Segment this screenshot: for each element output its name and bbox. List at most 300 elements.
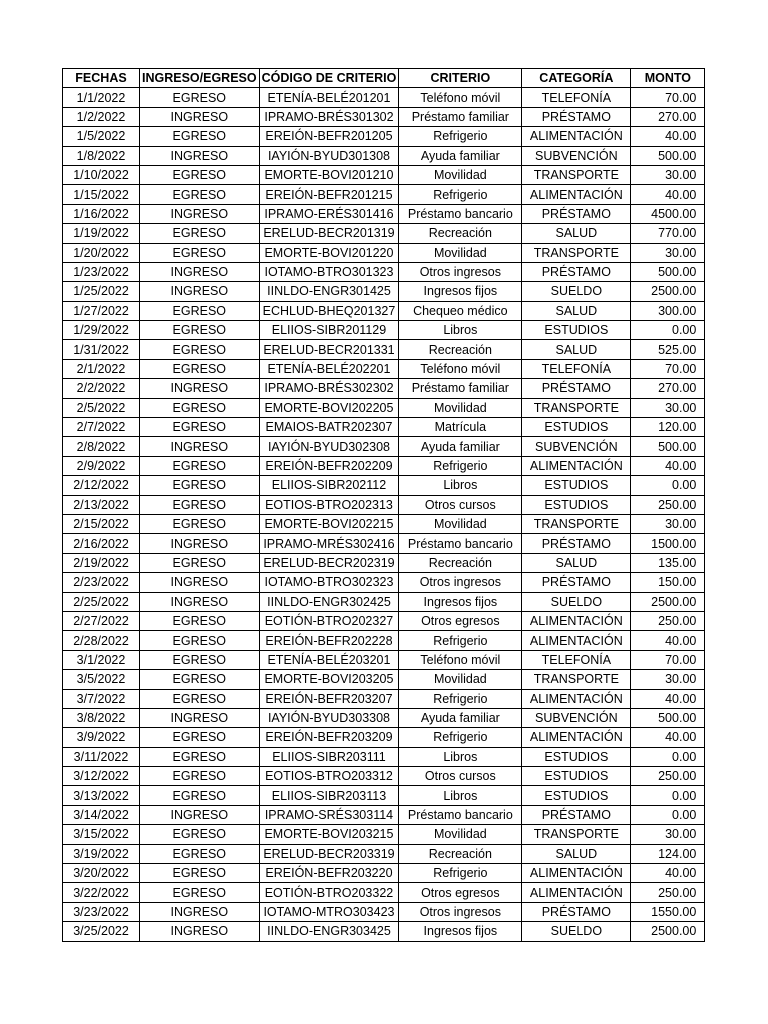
cell-monto: 40.00 [631, 728, 705, 747]
cell-codigo: EOTIÓN-BTRO203322 [259, 883, 399, 902]
cell-fecha: 1/20/2022 [63, 243, 140, 262]
cell-tipo: INGRESO [140, 592, 260, 611]
cell-tipo: EGRESO [140, 321, 260, 340]
cell-monto: 270.00 [631, 379, 705, 398]
cell-criterio: Otros ingresos [399, 573, 522, 592]
table-row [63, 728, 705, 747]
cell-criterio: Préstamo bancario [399, 204, 522, 223]
cell-tipo: EGRESO [140, 844, 260, 863]
cell-monto: 70.00 [631, 650, 705, 669]
table-row [63, 883, 705, 902]
table-row [63, 418, 705, 437]
cell-fecha: 3/25/2022 [63, 922, 140, 941]
table-row [63, 553, 705, 572]
cell-categoria: ALIMENTACIÓN [522, 864, 631, 883]
table-row [63, 495, 705, 514]
table-body [63, 88, 705, 941]
cell-codigo: IPRAMO-MRÉS302416 [259, 534, 399, 553]
cell-criterio: Movilidad [399, 514, 522, 533]
cell-monto: 70.00 [631, 359, 705, 378]
cell-monto: 250.00 [631, 883, 705, 902]
cell-tipo: INGRESO [140, 204, 260, 223]
cell-criterio: Recreación [399, 340, 522, 359]
cell-categoria: ALIMENTACIÓN [522, 728, 631, 747]
cell-criterio: Movilidad [399, 670, 522, 689]
table-row [63, 611, 705, 630]
table-row [63, 708, 705, 727]
cell-codigo: EMORTE-BOVI202215 [259, 514, 399, 533]
cell-criterio: Otros egresos [399, 611, 522, 630]
cell-categoria: ALIMENTACIÓN [522, 689, 631, 708]
cell-criterio: Matrícula [399, 418, 522, 437]
cell-monto: 300.00 [631, 301, 705, 320]
cell-monto: 500.00 [631, 262, 705, 281]
cell-codigo: EREIÓN-BEFR202228 [259, 631, 399, 650]
cell-fecha: 2/15/2022 [63, 514, 140, 533]
cell-monto: 0.00 [631, 805, 705, 824]
cell-tipo: INGRESO [140, 805, 260, 824]
cell-codigo: EOTIOS-BTRO203312 [259, 767, 399, 786]
cell-tipo: INGRESO [140, 573, 260, 592]
cell-categoria: ALIMENTACIÓN [522, 185, 631, 204]
cell-monto: 4500.00 [631, 204, 705, 223]
table-row [63, 359, 705, 378]
cell-monto: 525.00 [631, 340, 705, 359]
cell-monto: 135.00 [631, 553, 705, 572]
cell-tipo: EGRESO [140, 650, 260, 669]
cell-fecha: 2/23/2022 [63, 573, 140, 592]
cell-fecha: 2/2/2022 [63, 379, 140, 398]
cell-monto: 500.00 [631, 708, 705, 727]
cell-fecha: 1/2/2022 [63, 107, 140, 126]
table-row [63, 514, 705, 533]
cell-codigo: EREIÓN-BEFR203220 [259, 864, 399, 883]
cell-fecha: 1/23/2022 [63, 262, 140, 281]
cell-tipo: EGRESO [140, 553, 260, 572]
header-monto: MONTO [631, 69, 705, 88]
cell-categoria: SALUD [522, 553, 631, 572]
cell-categoria: TELEFONÍA [522, 359, 631, 378]
table-row [63, 224, 705, 243]
cell-fecha: 2/9/2022 [63, 456, 140, 475]
header-row [63, 69, 705, 88]
cell-categoria: PRÉSTAMO [522, 379, 631, 398]
cell-tipo: EGRESO [140, 825, 260, 844]
cell-monto: 40.00 [631, 631, 705, 650]
cell-criterio: Ayuda familiar [399, 708, 522, 727]
cell-tipo: EGRESO [140, 185, 260, 204]
cell-criterio: Refrigerio [399, 689, 522, 708]
cell-monto: 70.00 [631, 88, 705, 107]
cell-monto: 250.00 [631, 767, 705, 786]
cell-monto: 500.00 [631, 437, 705, 456]
cell-monto: 270.00 [631, 107, 705, 126]
table-row [63, 127, 705, 146]
cell-categoria: PRÉSTAMO [522, 805, 631, 824]
table-row [63, 165, 705, 184]
cell-codigo: ELIIOS-SIBR201129 [259, 321, 399, 340]
cell-fecha: 3/1/2022 [63, 650, 140, 669]
cell-monto: 0.00 [631, 476, 705, 495]
cell-codigo: IINLDO-ENGR302425 [259, 592, 399, 611]
table-row [63, 650, 705, 669]
cell-categoria: ALIMENTACIÓN [522, 127, 631, 146]
cell-fecha: 2/7/2022 [63, 418, 140, 437]
cell-categoria: PRÉSTAMO [522, 902, 631, 921]
table-row [63, 301, 705, 320]
cell-tipo: EGRESO [140, 476, 260, 495]
table-row [63, 631, 705, 650]
table-row [63, 476, 705, 495]
table-row [63, 437, 705, 456]
cell-categoria: PRÉSTAMO [522, 262, 631, 281]
cell-codigo: IPRAMO-BRÉS302302 [259, 379, 399, 398]
table-row [63, 534, 705, 553]
cell-codigo: ETENÍA-BELÉ201201 [259, 88, 399, 107]
cell-fecha: 3/8/2022 [63, 708, 140, 727]
cell-criterio: Ayuda familiar [399, 437, 522, 456]
cell-tipo: EGRESO [140, 786, 260, 805]
cell-monto: 2500.00 [631, 282, 705, 301]
cell-criterio: Otros ingresos [399, 262, 522, 281]
cell-criterio: Préstamo familiar [399, 107, 522, 126]
cell-monto: 30.00 [631, 165, 705, 184]
cell-codigo: IPRAMO-ERÉS301416 [259, 204, 399, 223]
cell-fecha: 2/13/2022 [63, 495, 140, 514]
cell-monto: 150.00 [631, 573, 705, 592]
ledger-sheet [62, 68, 705, 942]
table-row [63, 805, 705, 824]
cell-monto: 500.00 [631, 146, 705, 165]
table-row [63, 146, 705, 165]
cell-codigo: ELIIOS-SIBR203113 [259, 786, 399, 805]
cell-criterio: Otros egresos [399, 883, 522, 902]
cell-monto: 30.00 [631, 825, 705, 844]
cell-fecha: 3/5/2022 [63, 670, 140, 689]
table-row [63, 379, 705, 398]
cell-tipo: EGRESO [140, 224, 260, 243]
cell-categoria: SUELDO [522, 282, 631, 301]
cell-criterio: Chequeo médico [399, 301, 522, 320]
cell-tipo: INGRESO [140, 379, 260, 398]
cell-tipo: EGRESO [140, 165, 260, 184]
cell-codigo: ETENÍA-BELÉ203201 [259, 650, 399, 669]
table-row [63, 282, 705, 301]
cell-tipo: INGRESO [140, 107, 260, 126]
table-header [63, 69, 705, 88]
cell-criterio: Libros [399, 321, 522, 340]
cell-fecha: 1/8/2022 [63, 146, 140, 165]
cell-fecha: 3/13/2022 [63, 786, 140, 805]
cell-codigo: EOTIÓN-BTRO202327 [259, 611, 399, 630]
cell-criterio: Ingresos fijos [399, 922, 522, 941]
cell-categoria: PRÉSTAMO [522, 534, 631, 553]
table-row [63, 573, 705, 592]
cell-tipo: EGRESO [140, 243, 260, 262]
cell-codigo: IINLDO-ENGR303425 [259, 922, 399, 941]
cell-categoria: ESTUDIOS [522, 747, 631, 766]
cell-categoria: TELEFONÍA [522, 650, 631, 669]
header-codigo-criterio: CÓDIGO DE CRITERIO [259, 69, 399, 88]
cell-fecha: 2/25/2022 [63, 592, 140, 611]
cell-monto: 40.00 [631, 456, 705, 475]
cell-codigo: ETENÍA-BELÉ202201 [259, 359, 399, 378]
cell-fecha: 3/7/2022 [63, 689, 140, 708]
cell-tipo: EGRESO [140, 747, 260, 766]
cell-categoria: ALIMENTACIÓN [522, 456, 631, 475]
cell-codigo: ERELUD-BECR201319 [259, 224, 399, 243]
cell-fecha: 1/10/2022 [63, 165, 140, 184]
cell-fecha: 3/14/2022 [63, 805, 140, 824]
cell-criterio: Libros [399, 476, 522, 495]
cell-criterio: Refrigerio [399, 127, 522, 146]
table-row [63, 204, 705, 223]
header-criterio: CRITERIO [399, 69, 522, 88]
cell-codigo: EMAIOS-BATR202307 [259, 418, 399, 437]
cell-criterio: Ingresos fijos [399, 592, 522, 611]
cell-tipo: EGRESO [140, 301, 260, 320]
cell-codigo: ERELUD-BECR201331 [259, 340, 399, 359]
cell-tipo: EGRESO [140, 127, 260, 146]
cell-monto: 1500.00 [631, 534, 705, 553]
cell-tipo: EGRESO [140, 611, 260, 630]
cell-codigo: EMORTE-BOVI201220 [259, 243, 399, 262]
table-row [63, 864, 705, 883]
cell-fecha: 1/19/2022 [63, 224, 140, 243]
cell-codigo: EMORTE-BOVI203215 [259, 825, 399, 844]
cell-codigo: IPRAMO-SRÉS303114 [259, 805, 399, 824]
cell-tipo: EGRESO [140, 456, 260, 475]
cell-tipo: INGRESO [140, 437, 260, 456]
cell-monto: 2500.00 [631, 922, 705, 941]
cell-criterio: Préstamo bancario [399, 805, 522, 824]
cell-tipo: EGRESO [140, 514, 260, 533]
cell-tipo: EGRESO [140, 864, 260, 883]
table-row [63, 398, 705, 417]
cell-fecha: 3/23/2022 [63, 902, 140, 921]
cell-criterio: Libros [399, 786, 522, 805]
cell-fecha: 3/20/2022 [63, 864, 140, 883]
cell-codigo: EREIÓN-BEFR201215 [259, 185, 399, 204]
table-row [63, 825, 705, 844]
cell-categoria: ALIMENTACIÓN [522, 883, 631, 902]
cell-monto: 0.00 [631, 786, 705, 805]
cell-categoria: PRÉSTAMO [522, 573, 631, 592]
cell-fecha: 2/16/2022 [63, 534, 140, 553]
cell-monto: 1550.00 [631, 902, 705, 921]
cell-fecha: 3/11/2022 [63, 747, 140, 766]
cell-criterio: Ayuda familiar [399, 146, 522, 165]
cell-monto: 30.00 [631, 243, 705, 262]
cell-codigo: ERELUD-BECR203319 [259, 844, 399, 863]
cell-fecha: 3/19/2022 [63, 844, 140, 863]
cell-criterio: Recreación [399, 224, 522, 243]
cell-codigo: IOTAMO-BTRO302323 [259, 573, 399, 592]
cell-fecha: 2/1/2022 [63, 359, 140, 378]
cell-categoria: TRANSPORTE [522, 514, 631, 533]
cell-tipo: INGRESO [140, 534, 260, 553]
cell-categoria: ALIMENTACIÓN [522, 631, 631, 650]
cell-monto: 40.00 [631, 127, 705, 146]
table-row [63, 456, 705, 475]
cell-categoria: TRANSPORTE [522, 165, 631, 184]
cell-tipo: EGRESO [140, 670, 260, 689]
cell-criterio: Ingresos fijos [399, 282, 522, 301]
cell-criterio: Refrigerio [399, 864, 522, 883]
cell-fecha: 1/25/2022 [63, 282, 140, 301]
cell-categoria: TRANSPORTE [522, 243, 631, 262]
cell-monto: 2500.00 [631, 592, 705, 611]
cell-monto: 250.00 [631, 495, 705, 514]
table-row [63, 340, 705, 359]
table-row [63, 670, 705, 689]
cell-fecha: 3/22/2022 [63, 883, 140, 902]
cell-codigo: ERELUD-BECR202319 [259, 553, 399, 572]
cell-tipo: INGRESO [140, 902, 260, 921]
cell-categoria: ESTUDIOS [522, 767, 631, 786]
cell-tipo: EGRESO [140, 88, 260, 107]
ledger-table [62, 68, 705, 942]
cell-monto: 120.00 [631, 418, 705, 437]
cell-categoria: ESTUDIOS [522, 495, 631, 514]
cell-criterio: Movilidad [399, 165, 522, 184]
cell-criterio: Recreación [399, 844, 522, 863]
cell-monto: 770.00 [631, 224, 705, 243]
cell-fecha: 1/27/2022 [63, 301, 140, 320]
table-row [63, 747, 705, 766]
cell-fecha: 1/16/2022 [63, 204, 140, 223]
cell-codigo: IINLDO-ENGR301425 [259, 282, 399, 301]
cell-criterio: Teléfono móvil [399, 359, 522, 378]
cell-categoria: ESTUDIOS [522, 418, 631, 437]
cell-monto: 30.00 [631, 398, 705, 417]
table-row [63, 592, 705, 611]
cell-fecha: 2/5/2022 [63, 398, 140, 417]
header-fechas: FECHAS [63, 69, 140, 88]
cell-criterio: Recreación [399, 553, 522, 572]
cell-codigo: IPRAMO-BRÉS301302 [259, 107, 399, 126]
cell-codigo: EREIÓN-BEFR201205 [259, 127, 399, 146]
cell-fecha: 1/29/2022 [63, 321, 140, 340]
cell-criterio: Refrigerio [399, 631, 522, 650]
cell-codigo: EREIÓN-BEFR202209 [259, 456, 399, 475]
cell-fecha: 1/1/2022 [63, 88, 140, 107]
table-row [63, 185, 705, 204]
cell-codigo: IOTAMO-MTRO303423 [259, 902, 399, 921]
cell-criterio: Movilidad [399, 398, 522, 417]
cell-fecha: 2/8/2022 [63, 437, 140, 456]
cell-criterio: Refrigerio [399, 728, 522, 747]
table-row [63, 262, 705, 281]
cell-criterio: Otros cursos [399, 495, 522, 514]
cell-fecha: 2/28/2022 [63, 631, 140, 650]
cell-codigo: EMORTE-BOVI203205 [259, 670, 399, 689]
cell-categoria: TRANSPORTE [522, 670, 631, 689]
cell-tipo: INGRESO [140, 146, 260, 165]
cell-categoria: ESTUDIOS [522, 476, 631, 495]
cell-tipo: EGRESO [140, 631, 260, 650]
table-row [63, 88, 705, 107]
cell-tipo: EGRESO [140, 495, 260, 514]
cell-fecha: 2/27/2022 [63, 611, 140, 630]
cell-monto: 250.00 [631, 611, 705, 630]
cell-criterio: Préstamo bancario [399, 534, 522, 553]
cell-monto: 30.00 [631, 514, 705, 533]
cell-tipo: EGRESO [140, 728, 260, 747]
cell-tipo: EGRESO [140, 340, 260, 359]
cell-codigo: ECHLUD-BHEQ201327 [259, 301, 399, 320]
cell-categoria: PRÉSTAMO [522, 107, 631, 126]
cell-categoria: SUELDO [522, 922, 631, 941]
cell-categoria: SUELDO [522, 592, 631, 611]
cell-fecha: 1/31/2022 [63, 340, 140, 359]
cell-categoria: SALUD [522, 224, 631, 243]
cell-categoria: SUBVENCIÓN [522, 437, 631, 456]
cell-categoria: SUBVENCIÓN [522, 708, 631, 727]
cell-codigo: IAYIÓN-BYUD301308 [259, 146, 399, 165]
cell-monto: 30.00 [631, 670, 705, 689]
cell-criterio: Movilidad [399, 825, 522, 844]
table-row [63, 689, 705, 708]
header-categoria: CATEGORÍA [522, 69, 631, 88]
cell-criterio: Préstamo familiar [399, 379, 522, 398]
cell-monto: 124.00 [631, 844, 705, 863]
cell-monto: 40.00 [631, 185, 705, 204]
cell-codigo: IAYIÓN-BYUD303308 [259, 708, 399, 727]
cell-criterio: Otros ingresos [399, 902, 522, 921]
cell-codigo: IOTAMO-BTRO301323 [259, 262, 399, 281]
cell-categoria: ESTUDIOS [522, 786, 631, 805]
cell-codigo: EREIÓN-BEFR203207 [259, 689, 399, 708]
cell-criterio: Refrigerio [399, 185, 522, 204]
cell-criterio: Libros [399, 747, 522, 766]
cell-codigo: IAYIÓN-BYUD302308 [259, 437, 399, 456]
cell-categoria: SALUD [522, 340, 631, 359]
cell-categoria: ALIMENTACIÓN [522, 611, 631, 630]
cell-codigo: ELIIOS-SIBR203111 [259, 747, 399, 766]
cell-criterio: Teléfono móvil [399, 88, 522, 107]
cell-categoria: TRANSPORTE [522, 825, 631, 844]
cell-tipo: INGRESO [140, 708, 260, 727]
cell-tipo: EGRESO [140, 767, 260, 786]
cell-categoria: PRÉSTAMO [522, 204, 631, 223]
cell-fecha: 3/12/2022 [63, 767, 140, 786]
cell-fecha: 1/5/2022 [63, 127, 140, 146]
cell-codigo: EMORTE-BOVI202205 [259, 398, 399, 417]
cell-monto: 40.00 [631, 864, 705, 883]
cell-monto: 0.00 [631, 747, 705, 766]
cell-codigo: EOTIOS-BTRO202313 [259, 495, 399, 514]
table-row [63, 767, 705, 786]
cell-fecha: 2/19/2022 [63, 553, 140, 572]
cell-monto: 40.00 [631, 689, 705, 708]
cell-tipo: INGRESO [140, 282, 260, 301]
table-row [63, 902, 705, 921]
cell-criterio: Otros cursos [399, 767, 522, 786]
cell-tipo: INGRESO [140, 922, 260, 941]
table-row [63, 243, 705, 262]
cell-tipo: INGRESO [140, 262, 260, 281]
table-row [63, 922, 705, 941]
cell-categoria: TELEFONÍA [522, 88, 631, 107]
cell-categoria: SUBVENCIÓN [522, 146, 631, 165]
cell-codigo: EMORTE-BOVI201210 [259, 165, 399, 184]
cell-categoria: TRANSPORTE [522, 398, 631, 417]
cell-tipo: EGRESO [140, 418, 260, 437]
cell-codigo: EREIÓN-BEFR203209 [259, 728, 399, 747]
header-ingreso-egreso: INGRESO/EGRESO [140, 69, 260, 88]
cell-monto: 0.00 [631, 321, 705, 340]
